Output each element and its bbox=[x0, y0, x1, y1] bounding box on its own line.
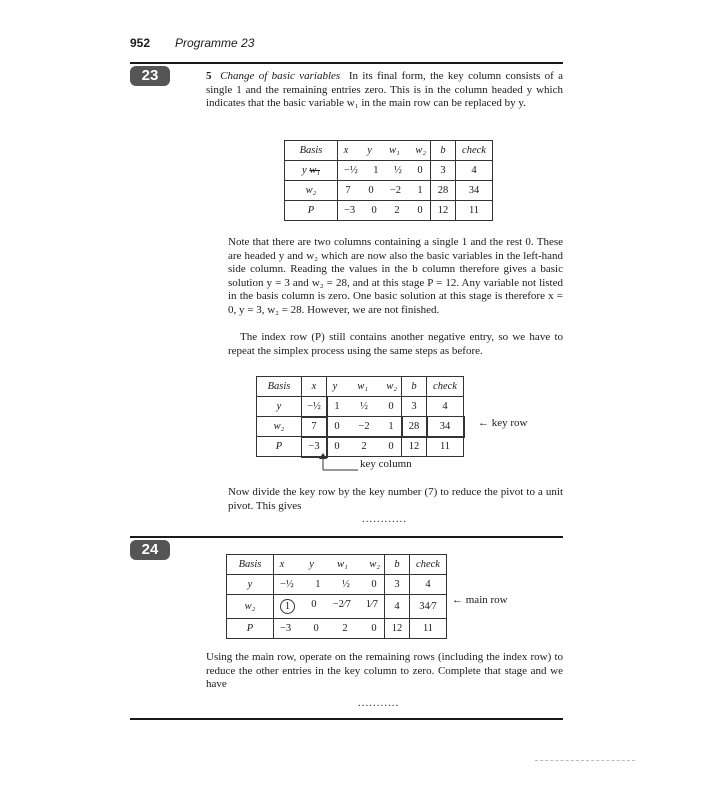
table1-row2-b: 28 bbox=[431, 181, 456, 201]
table1-row1-basis bbox=[285, 161, 338, 181]
cell: 0 bbox=[371, 623, 377, 634]
table3-header-basis: Basis bbox=[227, 555, 274, 575]
table1-header-b: b bbox=[431, 141, 456, 161]
key-row-label: key row bbox=[491, 417, 528, 429]
cell: 0 bbox=[334, 441, 340, 452]
table2-row3-values bbox=[327, 441, 401, 452]
table1-header-check: check bbox=[456, 141, 493, 161]
table2-row2-values bbox=[327, 421, 401, 432]
cell: 0 bbox=[368, 185, 374, 196]
table1-row2-check: 34 bbox=[456, 181, 493, 201]
cell: −½ bbox=[280, 579, 294, 590]
table1-var-y: y bbox=[367, 145, 372, 156]
table3-row1-check: 4 bbox=[410, 575, 447, 595]
cell: 1 bbox=[315, 579, 321, 590]
simplex-table-3 bbox=[226, 554, 447, 639]
basic-solution-paragraph: Note that there are two columns containing a single 1 and the rest 0. These are headed y and w₂ which are now also the basic variables in the left-hand side column. Reading the values in the b column therefore gives a basic solution y = 3 and w₂ = 28, and at this stage P = 12. Any variable not listed in the basis column is zero. One basic solution at this stage is therefore x = 0, y = 3, w₂ = 28. However, we are not finished. bbox=[228, 236, 563, 316]
cell: 0 bbox=[311, 599, 317, 610]
table2-header-vars bbox=[327, 381, 401, 392]
cell: ½ bbox=[360, 401, 368, 412]
table3-row2-basis: w₂ bbox=[227, 595, 274, 619]
table1-row3-check: 11 bbox=[456, 201, 493, 221]
continuation-dots-2: ........... bbox=[358, 697, 400, 709]
cell: 1 bbox=[388, 421, 394, 432]
step-5-paragraph bbox=[206, 70, 563, 111]
table3-row2-b: 4 bbox=[385, 595, 410, 619]
table1-var-w1: w₁ bbox=[389, 145, 400, 156]
table3-row3-values bbox=[274, 623, 384, 634]
table3-row1-values bbox=[274, 579, 384, 590]
cell: 0 bbox=[388, 401, 394, 412]
frame-24-badge bbox=[130, 540, 170, 560]
key-row-annotation bbox=[478, 417, 528, 429]
cell: 0 bbox=[371, 579, 377, 590]
table2-header-check: check bbox=[427, 377, 464, 397]
frame-24-label: 24 bbox=[141, 541, 159, 558]
running-header bbox=[130, 36, 570, 52]
table3-row3-basis: P bbox=[227, 619, 274, 639]
table2-var-w2: w₂ bbox=[386, 381, 397, 392]
cell: 0 bbox=[417, 165, 423, 176]
cell: ½ bbox=[393, 165, 402, 176]
table3-var-w2: w₂ bbox=[369, 559, 380, 570]
frame-23-rule bbox=[130, 62, 563, 64]
table1-var-w2: w₂ bbox=[415, 145, 426, 156]
cell: 0 bbox=[388, 441, 394, 452]
table3-row1-b: 3 bbox=[385, 575, 410, 595]
main-row-annotation bbox=[452, 594, 508, 606]
table1-row3-values bbox=[338, 205, 430, 216]
table2-row2-b: 28 bbox=[402, 417, 427, 437]
table1-header-basis: Basis bbox=[285, 141, 338, 161]
cell: 0 bbox=[371, 205, 377, 216]
cell: 1 bbox=[373, 165, 379, 176]
table3-row3-b: 12 bbox=[385, 619, 410, 639]
scan-artifact-line bbox=[535, 760, 635, 761]
table2-row3-b: 12 bbox=[402, 437, 427, 457]
table2-var-y: y bbox=[332, 381, 338, 392]
divide-key-row-paragraph: Now divide the key row by the key number (7) to reduce the pivot to a unit pivot. This gives bbox=[228, 486, 563, 512]
table2-row1-b: 3 bbox=[402, 397, 427, 417]
index-row-paragraph: The index row (P) still contains another negative entry, so we have to repeat the simplex process using the same steps as before. bbox=[228, 331, 563, 357]
step-intro: In its final form, the key column consists of a single 1 and the remaining entries zero. This is in the column headed y which indicates that the basic variable w₁ in the main row can be replaced by y. bbox=[206, 70, 564, 110]
unit-pivot: 1 bbox=[280, 599, 295, 614]
cell: 1 bbox=[417, 185, 423, 196]
main-row-label: main row bbox=[465, 594, 508, 606]
table2-row2-check: 34 bbox=[427, 417, 464, 437]
cell: 2 bbox=[361, 441, 367, 452]
cell: 0 bbox=[417, 205, 423, 216]
table1-row2-values bbox=[338, 185, 430, 196]
cell: −2⁄7 bbox=[332, 599, 351, 610]
table3-header-check: check bbox=[410, 555, 447, 575]
table2-row1-x: −½ bbox=[302, 397, 327, 417]
cell: −2 bbox=[358, 421, 370, 432]
table2-row2-x-pivot: 7 bbox=[302, 417, 327, 437]
cell: 0 bbox=[313, 623, 319, 634]
table3-row1-basis: y bbox=[227, 575, 274, 595]
table3-var-x: x bbox=[279, 559, 285, 570]
cell: ½ bbox=[341, 579, 350, 590]
table1-row1-values bbox=[338, 165, 430, 176]
table3-header-b: b bbox=[385, 555, 410, 575]
table3-row2-check: 34⁄7 bbox=[410, 595, 447, 619]
table3-row3-check: 11 bbox=[410, 619, 447, 639]
table1-row2-basis: w₂ bbox=[285, 181, 338, 201]
table1-header-vars bbox=[338, 145, 430, 156]
table2-header-basis: Basis bbox=[257, 377, 302, 397]
main-row-operation-paragraph: Using the main row, operate on the remaining rows (including the index row) to reduce the other entries in the key column to zero. Complete that stage and we have bbox=[206, 651, 563, 691]
table1-row1-basis-struck: w₁ bbox=[309, 165, 320, 176]
cell: 1 bbox=[334, 401, 340, 412]
simplex-table-2 bbox=[256, 376, 464, 457]
step-title: Change of basic variables bbox=[220, 70, 341, 82]
table2-row3-x: −3 bbox=[302, 437, 327, 457]
continuation-dots-1: ............ bbox=[362, 513, 407, 525]
table2-row1-check: 4 bbox=[427, 397, 464, 417]
table3-var-y: y bbox=[309, 559, 314, 570]
cell: −3 bbox=[280, 623, 292, 634]
cell: 1⁄7 bbox=[365, 599, 378, 610]
table2-header-x: x bbox=[302, 377, 327, 397]
left-arrow-icon: ← bbox=[478, 417, 489, 429]
table1-row3-b: 12 bbox=[431, 201, 456, 221]
table1-var-x: x bbox=[343, 145, 349, 156]
table2-row1-basis: y bbox=[257, 397, 302, 417]
bottom-rule bbox=[130, 718, 563, 720]
table2-row1-values bbox=[327, 401, 401, 412]
table2-row2-basis: w₂ bbox=[257, 417, 302, 437]
simplex-table-1 bbox=[284, 140, 493, 221]
cell: 2 bbox=[342, 623, 348, 634]
table3-row2-values bbox=[274, 599, 384, 614]
table3-var-w1: w₁ bbox=[337, 559, 348, 570]
table1-row1-check: 4 bbox=[456, 161, 493, 181]
cell: −½ bbox=[344, 165, 358, 176]
table2-row3-basis: P bbox=[257, 437, 302, 457]
table1-row3-basis: P bbox=[285, 201, 338, 221]
key-column-label: key column bbox=[360, 458, 412, 470]
table2-var-w1: w₁ bbox=[357, 381, 368, 392]
cell: −2 bbox=[389, 185, 402, 196]
frame-23-label: 23 bbox=[141, 67, 159, 84]
table3-header-vars bbox=[274, 559, 384, 570]
table2-row3-check: 11 bbox=[427, 437, 464, 457]
step-number: 5 bbox=[206, 70, 212, 82]
cell: −3 bbox=[344, 205, 356, 216]
cell: 2 bbox=[394, 205, 400, 216]
frame-23-badge bbox=[130, 66, 170, 86]
table1-row1-basis-new: y bbox=[302, 165, 307, 176]
frame-24-rule bbox=[130, 536, 563, 538]
programme-title: Programme 23 bbox=[175, 36, 255, 50]
table2-header-b: b bbox=[402, 377, 427, 397]
cell: 7 bbox=[345, 185, 351, 196]
table1-row1-b: 3 bbox=[431, 161, 456, 181]
left-arrow-icon: ← bbox=[452, 594, 463, 606]
key-column-arrow bbox=[318, 452, 358, 474]
cell: 0 bbox=[334, 421, 340, 432]
page-number: 952 bbox=[130, 36, 151, 50]
